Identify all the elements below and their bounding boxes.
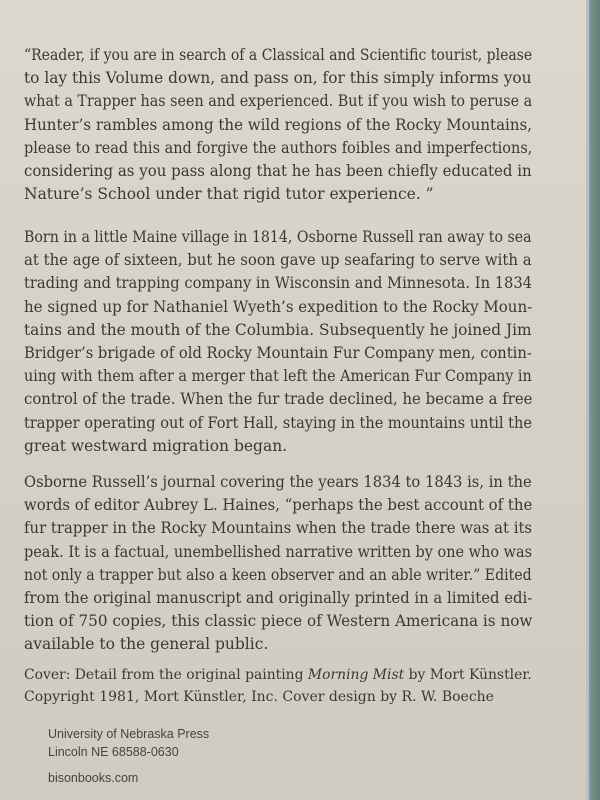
quote-line: Nature’s School under that rigid tutor experience. ” xyxy=(24,185,434,204)
quote-line: please to read this and forgive the authors foibles and imperfections, xyxy=(24,138,533,157)
journal-line: peak. It is a factual, unembellished narrative written by one who was xyxy=(24,542,533,561)
journal-line: not only a trapper but also a keen observer and an able writer.” Edited xyxy=(24,565,532,584)
journal-line: available to the general public. xyxy=(24,635,269,654)
cover-credit-prefix: Cover: Detail from the original painting xyxy=(24,667,308,683)
publisher-name: University of Nebraska Press xyxy=(48,727,210,741)
cover-edge-strip xyxy=(586,0,600,800)
quote-line: to lay this Volume down, and pass on, for this simply informs you xyxy=(24,69,532,88)
journal-line: from the original manuscript and originally printed in a limited edi- xyxy=(24,589,533,608)
publisher-website: bisonbooks.com xyxy=(48,771,139,785)
quote-paragraph xyxy=(24,44,532,206)
journal-line: Osborne Russell’s journal covering the years 1834 to 1843 is, in the xyxy=(24,473,532,491)
cover-credit-line-1 xyxy=(24,664,532,686)
bio-paragraph xyxy=(24,226,532,458)
publisher-imprint xyxy=(48,725,209,787)
bio-line: Born in a little Maine village in 1814, Osborne Russell ran away to sea xyxy=(24,228,532,246)
quote-line: “Reader, if you are in search of a Classical and Scientific tourist, please xyxy=(24,46,533,64)
bio-line: great westward migration began. xyxy=(24,436,288,455)
quote-line: considering as you pass along that he has been chiefly educated in xyxy=(24,162,532,181)
bio-line: trading and trapping company in Wisconsin and Minnesota. In 1834 xyxy=(24,274,533,293)
quote-line: what a Trapper has seen and experienced. But if you wish to peruse a xyxy=(24,92,533,111)
bio-line: at the age of sixteen, but he soon gave up seafaring to serve with a xyxy=(24,251,532,270)
bio-line: trapper operating out of Fort Hall, staying in the mountains until the xyxy=(24,413,532,432)
cover-credit-line-2: Copyright 1981, Mort Künstler, Inc. Cover design by R. W. Boeche xyxy=(24,689,494,705)
journal-paragraph xyxy=(24,471,532,657)
bio-line: Bridger’s brigade of old Rocky Mountain Fur Company men, contin- xyxy=(24,344,532,363)
bio-line: tains and the mouth of the Columbia. Subsequently he joined Jim xyxy=(24,320,532,339)
journal-line: words of editor Aubrey L. Haines, “perhaps the best account of the xyxy=(24,496,533,515)
bio-line: he signed up for Nathaniel Wyeth’s expedition to the Rocky Moun- xyxy=(24,297,533,316)
quote-line: Hunter’s rambles among the wild regions of the Rocky Mountains, xyxy=(24,115,533,134)
publisher-address: Lincoln NE 68588-0630 xyxy=(48,745,179,759)
cover-credit xyxy=(24,664,532,708)
journal-line: tion of 750 copies, this classic piece of Western Americana is now xyxy=(24,612,533,631)
journal-line: fur trapper in the Rocky Mountains when the trade there was at its xyxy=(24,519,533,538)
painting-title: Morning Mist xyxy=(307,667,405,683)
bio-line: control of the trade. When the fur trade declined, he became a free xyxy=(24,390,533,409)
bio-line: uing with them after a merger that left the American Fur Company in xyxy=(24,367,532,386)
cover-credit-suffix: by Mort Künstler. xyxy=(404,667,532,683)
